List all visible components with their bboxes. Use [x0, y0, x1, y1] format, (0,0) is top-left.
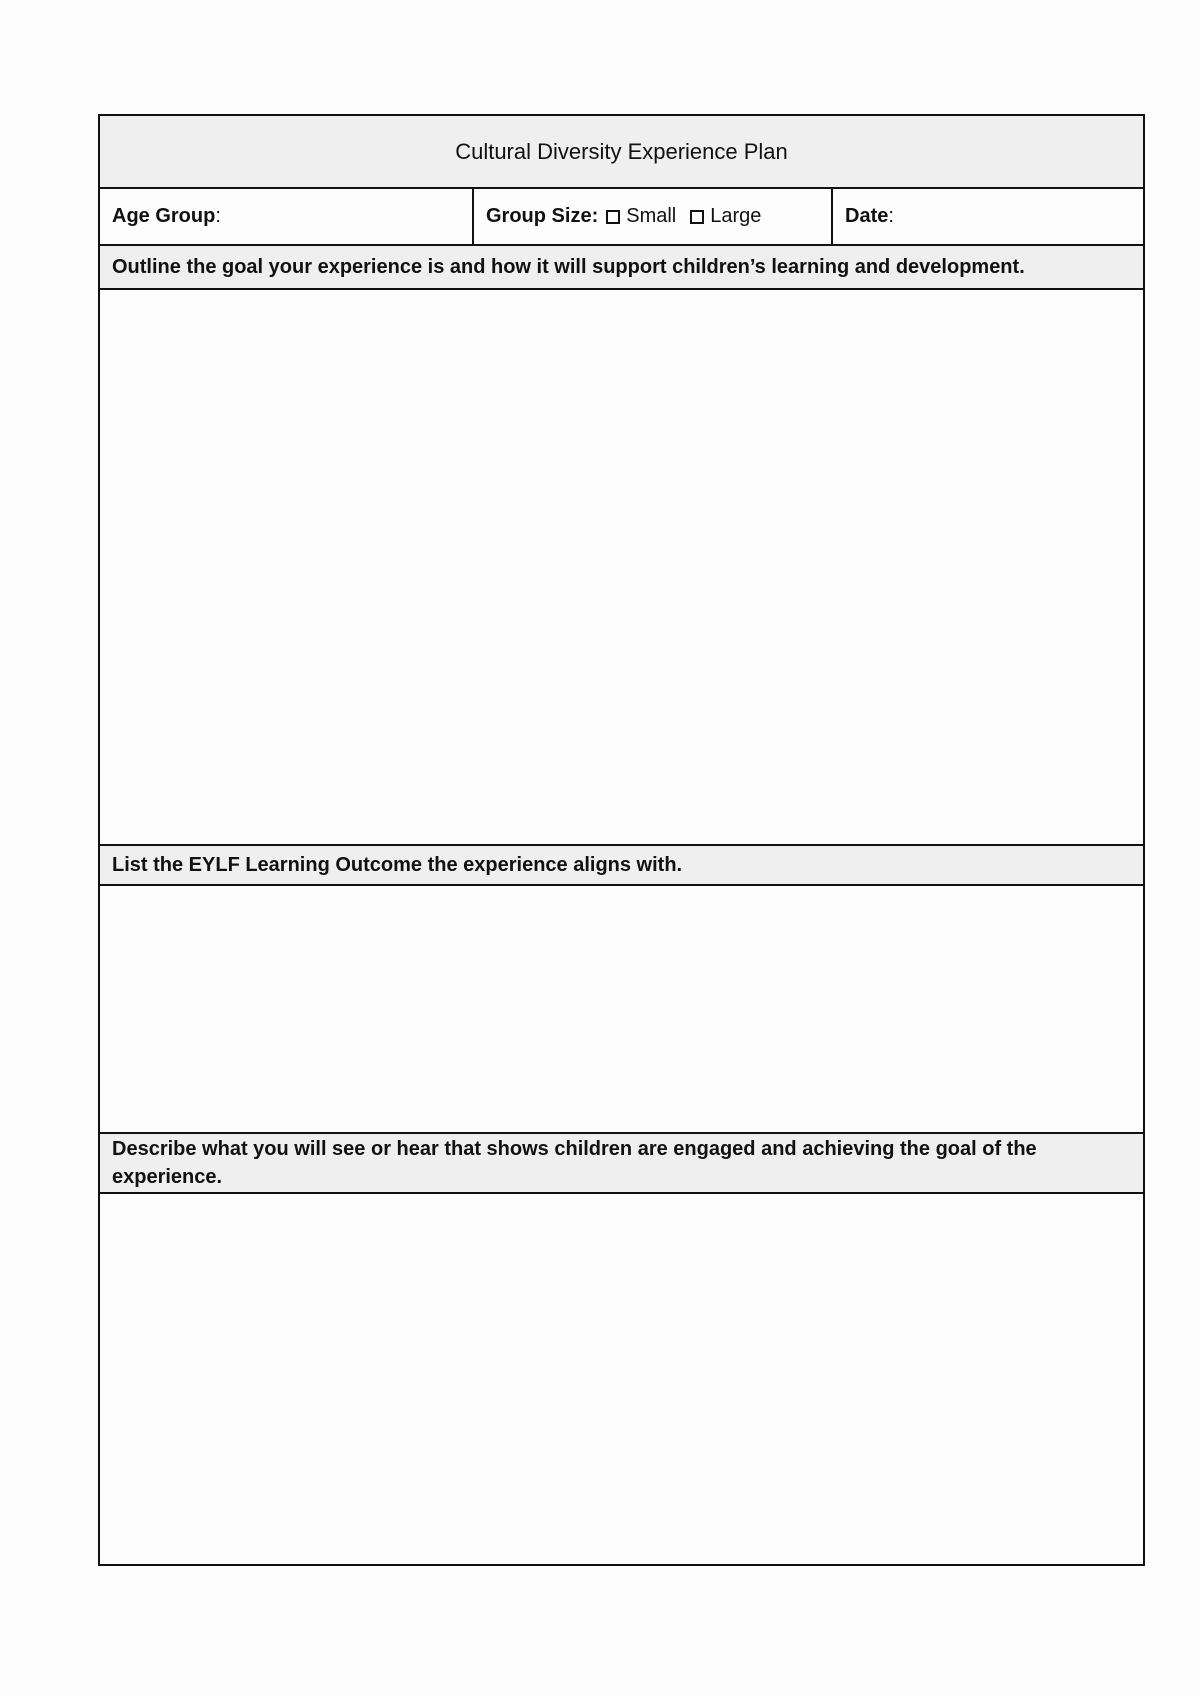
goal-answer-area[interactable] — [100, 290, 1143, 846]
age-group-label: Age Group — [112, 205, 216, 227]
eylf-answer-area[interactable] — [100, 886, 1143, 1134]
small-option-label: Small — [626, 205, 677, 227]
engagement-prompt — [100, 1134, 1143, 1194]
date-colon: : — [888, 205, 894, 227]
form-title-row — [100, 116, 1143, 189]
large-option-label: Large — [710, 205, 762, 227]
form-meta-row — [100, 189, 1143, 246]
date-label: Date — [845, 205, 889, 227]
experience-plan-form — [98, 114, 1145, 1566]
goal-prompt — [100, 246, 1143, 290]
eylf-prompt-text: List the EYLF Learning Outcome the experience aligns with. — [112, 853, 683, 876]
age-group-field[interactable] — [100, 189, 472, 244]
group-size-label: Group Size: — [486, 205, 599, 227]
age-group-colon: : — [215, 205, 221, 227]
engagement-answer-area[interactable] — [100, 1194, 1143, 1564]
eylf-prompt — [100, 846, 1143, 886]
small-checkbox[interactable] — [606, 210, 620, 224]
group-size-field — [472, 189, 831, 244]
form-title: Cultural Diversity Experience Plan — [455, 138, 788, 164]
date-field[interactable] — [831, 189, 1143, 244]
large-checkbox[interactable] — [690, 210, 704, 224]
goal-prompt-text: Outline the goal your experience is and how it will support children’s learning and development. — [112, 255, 1025, 278]
engagement-prompt-text: Describe what you will see or hear that shows children are engaged and achieving the goal of the experience. — [112, 1138, 1037, 1188]
